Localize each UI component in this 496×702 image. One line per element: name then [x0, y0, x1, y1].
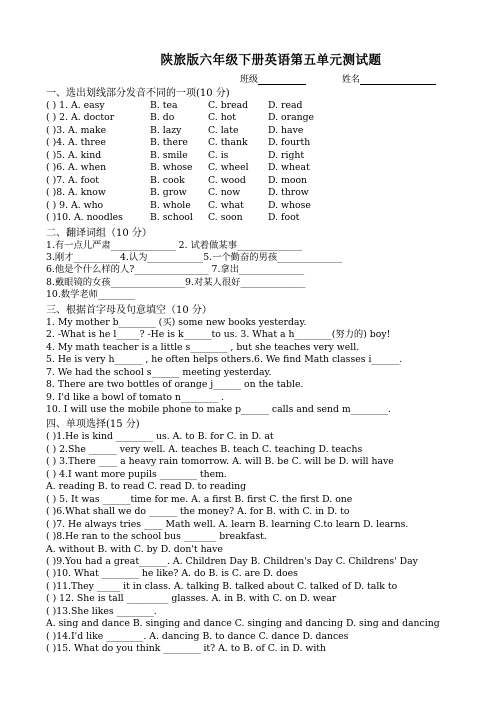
- question-line: ( ) 12. She is tall _________ glasses. A. in B. with C. on D. wear: [46, 593, 337, 605]
- section-4-questions: [46, 431, 496, 655]
- name-field[interactable]: 姓名: [342, 72, 436, 85]
- option: D. orange: [268, 112, 315, 124]
- option: ( )10. A. noodles: [46, 212, 123, 224]
- question-line: ( )13.She likes ________.: [46, 605, 157, 617]
- question-line: ( )9.You had a great______. A. Children Day B. Children's Day C. Childrens' Day: [46, 555, 418, 567]
- option: C. soon: [208, 212, 243, 224]
- option: D. moon: [268, 174, 308, 186]
- phonics-question: [46, 125, 496, 137]
- option: ( )7. A. foot: [46, 174, 100, 186]
- option: B. smile: [150, 149, 188, 161]
- option: B. school: [150, 212, 193, 224]
- section-4-heading: 四、单项选择(15 分): [46, 419, 140, 431]
- phonics-question: [46, 187, 496, 199]
- phonics-question: [46, 162, 496, 174]
- question-line: 1.有一点儿严肃______________ 2. 试着做某事______________: [46, 239, 303, 251]
- section-1-heading: 一、选出划线部分发音不同的一项(10 分): [46, 88, 230, 99]
- option: C. now: [208, 187, 241, 199]
- option: ( )6. A. when: [46, 162, 107, 174]
- section-3-heading: 三、根据首字母及句意填空（10 分）: [46, 304, 212, 316]
- question-line: ( )14.I'd like ________. A. dancing B. to dance C. dance D. dances: [46, 630, 349, 642]
- option: C. is: [208, 149, 229, 161]
- option: D. fourth: [268, 137, 311, 149]
- question-line: A. without B. with C. by D. don't have: [46, 543, 223, 555]
- question-line: 8. There are two bottles of orange j______ on the table.: [46, 379, 304, 391]
- question-line: ( )7. He always tries ____ Math well. A. learn B. learning C.to learn D. learns.: [46, 518, 409, 530]
- phonics-question: [46, 112, 496, 124]
- option: ( )5. A. kind: [46, 149, 102, 161]
- option: ( )3. A. make: [46, 124, 107, 136]
- question-line: ( )11.They _____ it in class. A. talking B. talked about C. talked of D. talk to: [46, 580, 398, 592]
- option: B. there: [150, 137, 188, 149]
- option: ( )8. A. know: [46, 187, 106, 199]
- option: B. whose: [150, 162, 193, 174]
- option: C. what: [208, 199, 244, 211]
- phonics-question: [46, 150, 496, 162]
- option: B. lazy: [150, 124, 182, 136]
- question-line: 10.数学老师________: [46, 289, 136, 301]
- option: C. thank: [208, 137, 248, 149]
- question-line: 9. I'd like a bowl of tomato n________ .: [46, 391, 224, 403]
- class-field[interactable]: 班级: [240, 72, 306, 85]
- question-line: A. sing and dance B. singing and dance C. singing and dancing D. sing and dancing: [46, 618, 440, 630]
- question-line: 4. My math teacher is a little s________ , but she teaches very well.: [46, 341, 360, 353]
- option: D. read: [268, 100, 303, 111]
- phonics-question: [46, 212, 496, 224]
- option: B. do: [150, 112, 175, 124]
- option: ( ) 9. A. who: [46, 199, 104, 211]
- question-line: 3.刚才__________4.认为____________5.一个勤奋的男孩______________: [46, 251, 343, 263]
- section-1-questions: [46, 100, 496, 225]
- option: D. right: [268, 149, 305, 161]
- option: B. tea: [150, 100, 178, 111]
- phonics-question: [46, 175, 496, 187]
- section-2-heading: 二、翻译词组（10 分）: [46, 227, 152, 239]
- phonics-question: [46, 137, 496, 149]
- option: C. bread: [208, 100, 249, 111]
- question-line: 7. We had the school s______ meeting yesterday.: [46, 366, 272, 378]
- section-2-questions: [46, 240, 496, 302]
- page-title: 陕旅版六年级下册英语第五单元测试题: [160, 52, 382, 67]
- question-line: ( ) 3.There ____ a heavy rain tomorrow. A. will B. be C. will be D. will have: [46, 456, 394, 468]
- option: D. whose: [268, 199, 311, 211]
- option: B. whole: [150, 199, 191, 211]
- option: D. throw: [268, 187, 309, 199]
- phonics-question: [46, 200, 496, 212]
- question-line: ( ) 5. It was ______time for me. A. a first B. first C. the first D. one: [46, 493, 353, 505]
- question-line: 2. -What is he l_____? -He is k______to us. 3. What a h________(努力的) boy!: [46, 329, 391, 341]
- student-fields: [46, 72, 496, 85]
- question-line: ( )8.He ran to the school bus _______ breakfast.: [46, 531, 267, 543]
- question-line: 5. He is very h______ , he often helps others.6. We find Math classes i______.: [46, 354, 403, 366]
- question-line: ( )10. What ________ he like? A. do B. is C. are D. does: [46, 568, 298, 580]
- option: B. grow: [150, 187, 187, 199]
- option: C. late: [208, 124, 239, 136]
- question-line: ( )15. What do you think ________ it? A. to B. of C. in D. with: [46, 643, 327, 655]
- option: C. hot: [208, 112, 237, 124]
- option: C. wood: [208, 174, 246, 186]
- question-line: 1. My mother b________ (买) some new books yesterday.: [46, 316, 307, 328]
- option: C. wheel: [208, 162, 249, 174]
- question-line: A. reading B. to read C. read D. to reading: [46, 481, 247, 493]
- option: D. have: [268, 124, 304, 136]
- phonics-question: [46, 100, 496, 112]
- option: ( )4. A. three: [46, 137, 106, 149]
- option: D. wheat: [268, 162, 310, 174]
- question-line: ( ) 2.She ______ very well. A. teaches B. teach C. teaching D. teachs: [46, 443, 363, 455]
- question-line: 8.戴眼镜的女孩________________9.对某人很好______________: [46, 276, 306, 288]
- question-line: 6.他是个什么样的人?________________ 7.拿出______________: [46, 264, 305, 276]
- option: D. foot: [268, 212, 300, 224]
- option: ( ) 1. A. easy: [46, 100, 105, 111]
- option: B. cook: [150, 174, 185, 186]
- section-3-questions: [46, 317, 496, 417]
- question-line: ( ) 4.I want more pupils ________ them.: [46, 468, 227, 480]
- question-line: ( )1.He is kind ________ us. A. to B. for C. in D. at: [46, 431, 274, 443]
- option: ( ) 2. A. doctor: [46, 112, 115, 124]
- question-line: 10. I will use the mobile phone to make p______ calls and send m________.: [46, 403, 391, 415]
- question-line: ( )6.What shall we do ______ the money? A. for B. with C. in D. to: [46, 506, 350, 518]
